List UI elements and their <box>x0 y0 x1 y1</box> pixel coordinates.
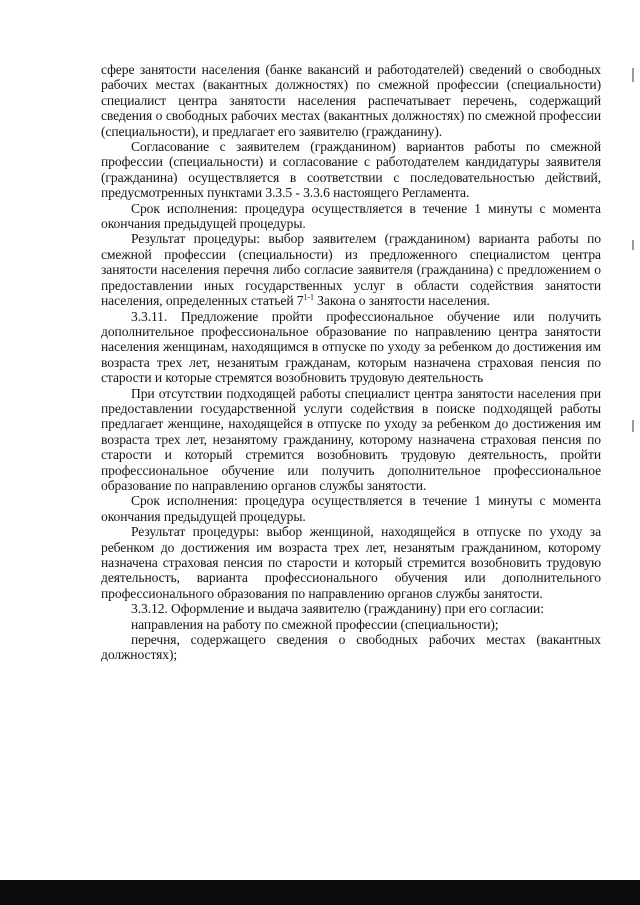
paragraph-9-section-3-3-12: 3.3.12. Оформление и выдача заявителю (гражданину) при его согласии: <box>131 601 544 617</box>
paragraph-2: Согласование с заявителем (гражданином) вариантов работы по смежной профессии (специальности) и согласование с работодателем кандидатуры заявителя (гражданина) осуществляется в соответствии с последовательностью действий, предусмотренных пунктами 3.3.5 - 3.3.6 настоящего Регламента. <box>101 139 601 201</box>
paragraph-11: перечня, содержащего сведения о свободных рабочих местах (вакантных должностях); <box>101 632 601 663</box>
paragraph-4-text: Результат процедуры: выбор заявителем (гражданином) варианта работы по смежной профессии (специальности) из предложенного специалистом центра занятости населения перечня либо согласие заявителя (гражданина) с предложением о предоставлении иных государственных услуг в области содействия занятости населения, определенных статьей 7 <box>101 231 601 309</box>
paragraph-4-tail: Закона о занятости населения. <box>313 293 490 309</box>
paragraph-1: сфере занятости населения (банке вакансий и работодателей) сведений о свободных рабочих местах (вакантных должностях) по смежной профессии (специальности) специалист центра занятости населения распечатывает перечень, содержащий сведения о свободных рабочих местах (вакантных должностях) по смежной профессии (специальности), и предлагает его заявителю (гражданину). <box>101 62 601 139</box>
paragraph-4 <box>101 231 601 308</box>
paragraph-6: При отсутствии подходящей работы специалист центра занятости населения при предоставлении государственной услуги содействия в поиске подходящей работы предлагает женщине, находящейся в отпуске по уходу за ребенком до достижения им возраста трех лет, незанятому гражданину, которому назначена страховая пенсия по старости и который стремится возобновить трудовую деятельность, пройти профессиональное обучение или получить дополнительное профессиональное образование по направлению органов службы занятости. <box>101 385 601 493</box>
paragraph-7: Срок исполнения: процедура осуществляется в течение 1 минуты с момента окончания предыдущей процедуры. <box>101 493 601 524</box>
scan-edge-mark <box>632 68 634 82</box>
paragraph-3: Срок исполнения: процедура осуществляется в течение 1 минуты с момента окончания предыдущей процедуры. <box>101 200 601 232</box>
paragraph-4-superscript: 1-1 <box>303 292 314 302</box>
scan-edge-mark <box>632 240 634 250</box>
scan-bottom-edge <box>0 880 640 905</box>
paragraph-10: направления на работу по смежной профессии (специальности); <box>131 616 499 632</box>
paragraph-8: Результат процедуры: выбор женщиной, находящейся в отпуске по уходу за ребенком до достижения им возраста трех лет, незанятым гражданином, которому назначена страховая пенсия по старости и который стремится возобновить трудовую деятельность, варианта профессионального обучения или дополнительного профессионального образования по направлению органов службы занятости. <box>101 524 601 601</box>
document-body <box>101 62 601 663</box>
scan-edge-mark <box>632 420 634 432</box>
paragraph-5-section-3-3-11: 3.3.11. Предложение пройти профессиональное обучение или получить дополнительное профессиональное образование по направлению центра занятости населения женщинам, находящимся в отпуске по уходу за ребенком до достижения им возраста трех лет, незанятым гражданам, которым назначена страховая пенсия по старости и которые стремятся возобновить трудовую деятельность <box>101 308 601 386</box>
